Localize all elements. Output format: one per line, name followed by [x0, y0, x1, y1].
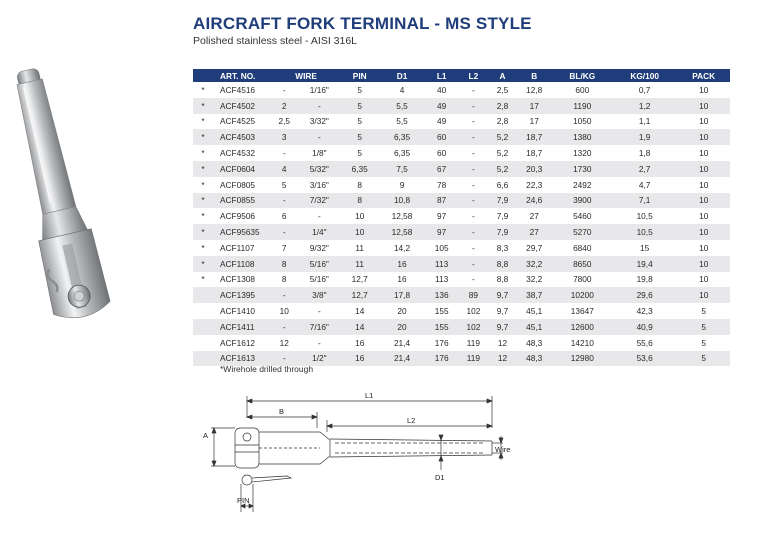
cell-d1: 6,35 — [378, 129, 426, 145]
cell-l1: 60 — [426, 129, 458, 145]
cell-wire-mm: - — [271, 351, 297, 367]
cell-bl-kg: 2492 — [553, 177, 612, 193]
cell-d1: 10,8 — [378, 193, 426, 209]
cell-bl-kg: 10200 — [553, 287, 612, 303]
cell-b: 45,1 — [516, 319, 553, 335]
cell-pack: 10 — [677, 82, 730, 98]
cell-wire-inch: 1/8" — [297, 145, 341, 161]
cell-l2: - — [458, 82, 490, 98]
table-row — [193, 319, 730, 335]
cell-pack: 10 — [677, 272, 730, 288]
cell-l2: - — [458, 161, 490, 177]
cell-wire-mm: 8 — [271, 272, 297, 288]
cell-art-no: ACF1613 — [213, 351, 271, 367]
table-row — [193, 224, 730, 240]
cell-l1: 97 — [426, 208, 458, 224]
col-bl-kg: BL/KG — [553, 69, 612, 82]
cell-d1: 16 — [378, 256, 426, 272]
col-l2: L2 — [458, 69, 490, 82]
cell-art-no: ACF1108 — [213, 256, 271, 272]
cell-wire-inch: 7/16" — [297, 319, 341, 335]
cell-bl-kg: 5460 — [553, 208, 612, 224]
cell-wire-mm: - — [271, 145, 297, 161]
cell-pack: 10 — [677, 193, 730, 209]
page-title: AIRCRAFT FORK TERMINAL - MS STYLE — [193, 14, 532, 33]
cell-star-mark — [193, 351, 213, 367]
table-row — [193, 335, 730, 351]
cell-l2: - — [458, 256, 490, 272]
cell-d1: 16 — [378, 272, 426, 288]
cell-bl-kg: 1050 — [553, 114, 612, 130]
table-row — [193, 208, 730, 224]
cell-d1: 14,2 — [378, 240, 426, 256]
cell-kg-100: 10,5 — [612, 208, 678, 224]
cell-pin: 5 — [341, 98, 378, 114]
cell-wire-mm: - — [271, 287, 297, 303]
cell-wire-mm: 7 — [271, 240, 297, 256]
cell-kg-100: 15 — [612, 240, 678, 256]
cell-star-mark: * — [193, 208, 213, 224]
cell-wire-inch: 9/32" — [297, 240, 341, 256]
cell-art-no: ACF1395 — [213, 287, 271, 303]
cell-art-no: ACF4502 — [213, 98, 271, 114]
cell-a: 12 — [489, 351, 515, 367]
label-wire: Wire — [495, 445, 511, 454]
cell-bl-kg: 12980 — [553, 351, 612, 367]
cell-pin: 5 — [341, 129, 378, 145]
cell-star-mark: * — [193, 224, 213, 240]
cell-pin: 12,7 — [341, 272, 378, 288]
cell-star-mark: * — [193, 145, 213, 161]
cell-b: 27 — [516, 224, 553, 240]
spec-table — [193, 69, 730, 366]
cell-l2: 119 — [458, 335, 490, 351]
cell-l1: 105 — [426, 240, 458, 256]
table-body — [193, 82, 730, 366]
cell-a: 2,8 — [489, 98, 515, 114]
cell-l1: 176 — [426, 351, 458, 367]
cell-pin: 10 — [341, 224, 378, 240]
table-row — [193, 145, 730, 161]
cell-art-no: ACF1411 — [213, 319, 271, 335]
dimension-drawing — [195, 388, 525, 518]
cell-d1: 7,5 — [378, 161, 426, 177]
cell-wire-mm: 2,5 — [271, 114, 297, 130]
cell-d1: 5,5 — [378, 98, 426, 114]
cell-l1: 176 — [426, 335, 458, 351]
cell-pack: 10 — [677, 98, 730, 114]
cell-l2: - — [458, 129, 490, 145]
cell-pack: 10 — [677, 240, 730, 256]
cell-l1: 78 — [426, 177, 458, 193]
cell-bl-kg: 12600 — [553, 319, 612, 335]
cell-pack: 5 — [677, 303, 730, 319]
table-row — [193, 256, 730, 272]
cell-star-mark — [193, 319, 213, 335]
col-b: B — [516, 69, 553, 82]
col-pack: PACK — [677, 69, 730, 82]
table-row — [193, 129, 730, 145]
cell-b: 22,3 — [516, 177, 553, 193]
cell-bl-kg: 14210 — [553, 335, 612, 351]
cell-wire-inch: 3/16" — [297, 177, 341, 193]
cell-b: 48,3 — [516, 351, 553, 367]
cell-b: 18,7 — [516, 145, 553, 161]
cell-wire-inch: 5/32" — [297, 161, 341, 177]
cell-kg-100: 53,6 — [612, 351, 678, 367]
cell-b: 32,2 — [516, 256, 553, 272]
cell-art-no: ACF0805 — [213, 177, 271, 193]
cell-pack: 10 — [677, 224, 730, 240]
cell-d1: 17,8 — [378, 287, 426, 303]
table-row — [193, 193, 730, 209]
table-row — [193, 287, 730, 303]
cell-pack: 10 — [677, 287, 730, 303]
cell-wire-inch: 5/16" — [297, 256, 341, 272]
cell-pack: 5 — [677, 351, 730, 367]
cell-pin: 8 — [341, 177, 378, 193]
cell-wire-mm: 5 — [271, 177, 297, 193]
cell-pack: 10 — [677, 161, 730, 177]
cell-pack: 10 — [677, 129, 730, 145]
cell-b: 29,7 — [516, 240, 553, 256]
cell-b: 17 — [516, 114, 553, 130]
cell-l1: 60 — [426, 145, 458, 161]
cell-bl-kg: 6840 — [553, 240, 612, 256]
cell-l1: 113 — [426, 272, 458, 288]
cell-l1: 113 — [426, 256, 458, 272]
cell-pin: 12,7 — [341, 287, 378, 303]
cell-kg-100: 55,6 — [612, 335, 678, 351]
cell-wire-inch: - — [297, 98, 341, 114]
cell-l2: 89 — [458, 287, 490, 303]
cell-star-mark: * — [193, 129, 213, 145]
cell-pack: 5 — [677, 319, 730, 335]
cell-wire-mm: - — [271, 193, 297, 209]
label-b: B — [279, 407, 285, 416]
cell-pin: 11 — [341, 240, 378, 256]
cell-a: 9,7 — [489, 287, 515, 303]
cell-wire-mm: 4 — [271, 161, 297, 177]
cell-art-no: ACF1107 — [213, 240, 271, 256]
cell-kg-100: 19,8 — [612, 272, 678, 288]
cell-a: 7,9 — [489, 208, 515, 224]
page-subtitle: Polished stainless steel - AISI 316L — [193, 35, 358, 47]
cell-pin: 5 — [341, 82, 378, 98]
cell-l1: 67 — [426, 161, 458, 177]
cell-art-no: ACF1308 — [213, 272, 271, 288]
cell-art-no: ACF95635 — [213, 224, 271, 240]
cell-pack: 10 — [677, 256, 730, 272]
cell-art-no: ACF4525 — [213, 114, 271, 130]
label-l1: L1 — [365, 391, 374, 400]
cell-l2: - — [458, 272, 490, 288]
cell-a: 5,2 — [489, 161, 515, 177]
cell-l2: 102 — [458, 319, 490, 335]
cell-bl-kg: 5270 — [553, 224, 612, 240]
cell-bl-kg: 8650 — [553, 256, 612, 272]
cell-l1: 40 — [426, 82, 458, 98]
cell-kg-100: 42,3 — [612, 303, 678, 319]
cell-b: 17 — [516, 98, 553, 114]
cell-pack: 10 — [677, 114, 730, 130]
cell-wire-mm: 8 — [271, 256, 297, 272]
cell-kg-100: 1,8 — [612, 145, 678, 161]
cell-star-mark: * — [193, 272, 213, 288]
cell-b: 24,6 — [516, 193, 553, 209]
cell-l1: 87 — [426, 193, 458, 209]
table-row — [193, 82, 730, 98]
cell-l2: - — [458, 224, 490, 240]
footnote: *Wirehole drilled through — [220, 364, 314, 374]
cell-a: 8,8 — [489, 272, 515, 288]
col-wire: WIRE — [271, 69, 341, 82]
cell-kg-100: 2,7 — [612, 161, 678, 177]
cell-a: 8,8 — [489, 256, 515, 272]
cell-pin: 8 — [341, 193, 378, 209]
cell-pin: 14 — [341, 319, 378, 335]
cell-wire-inch: 5/16" — [297, 272, 341, 288]
col-kg-100: KG/100 — [612, 69, 678, 82]
cell-a: 2,5 — [489, 82, 515, 98]
cell-wire-inch: 1/16" — [297, 82, 341, 98]
label-a: A — [203, 431, 209, 440]
cell-b: 32,2 — [516, 272, 553, 288]
col-pin: PIN — [341, 69, 378, 82]
cell-a: 7,9 — [489, 224, 515, 240]
fork-terminal-photo — [0, 60, 120, 345]
label-l2: L2 — [407, 416, 416, 425]
cell-b: 38,7 — [516, 287, 553, 303]
cell-d1: 9 — [378, 177, 426, 193]
cell-l1: 97 — [426, 224, 458, 240]
cell-star-mark: * — [193, 193, 213, 209]
table-row — [193, 240, 730, 256]
cell-star-mark: * — [193, 177, 213, 193]
cell-pack: 10 — [677, 208, 730, 224]
cell-d1: 21,4 — [378, 351, 426, 367]
cell-pin: 6,35 — [341, 161, 378, 177]
col-d1: D1 — [378, 69, 426, 82]
cell-star-mark — [193, 335, 213, 351]
cell-l1: 155 — [426, 319, 458, 335]
cell-art-no: ACF0855 — [213, 193, 271, 209]
cell-l1: 49 — [426, 98, 458, 114]
cell-wire-mm: 10 — [271, 303, 297, 319]
cell-bl-kg: 13647 — [553, 303, 612, 319]
cell-kg-100: 1,2 — [612, 98, 678, 114]
col-l1: L1 — [426, 69, 458, 82]
cell-wire-mm: 12 — [271, 335, 297, 351]
table-row — [193, 114, 730, 130]
cell-kg-100: 1,9 — [612, 129, 678, 145]
cell-star-mark: * — [193, 161, 213, 177]
cell-l1: 155 — [426, 303, 458, 319]
cell-bl-kg: 1380 — [553, 129, 612, 145]
cell-star-mark: * — [193, 240, 213, 256]
cell-d1: 4 — [378, 82, 426, 98]
cell-kg-100: 29,6 — [612, 287, 678, 303]
cell-d1: 20 — [378, 303, 426, 319]
cell-a: 7,9 — [489, 193, 515, 209]
cell-a: 12 — [489, 335, 515, 351]
cell-a: 5,2 — [489, 145, 515, 161]
table-row — [193, 177, 730, 193]
cell-wire-mm: - — [271, 319, 297, 335]
cell-l2: - — [458, 98, 490, 114]
cell-l2: - — [458, 145, 490, 161]
cell-art-no: ACF1612 — [213, 335, 271, 351]
cell-kg-100: 19,4 — [612, 256, 678, 272]
cell-kg-100: 4,7 — [612, 177, 678, 193]
cell-d1: 12,58 — [378, 208, 426, 224]
cell-wire-inch: 3/32" — [297, 114, 341, 130]
cell-kg-100: 40,9 — [612, 319, 678, 335]
cell-star-mark — [193, 287, 213, 303]
cell-kg-100: 1,1 — [612, 114, 678, 130]
cell-wire-mm: - — [271, 82, 297, 98]
cell-l2: 102 — [458, 303, 490, 319]
cell-wire-inch: 1/4" — [297, 224, 341, 240]
table-row — [193, 161, 730, 177]
cell-l2: 119 — [458, 351, 490, 367]
col-art-no: ART. NO. — [213, 69, 271, 82]
cell-d1: 12,58 — [378, 224, 426, 240]
cell-wire-inch: 1/2" — [297, 351, 341, 367]
cell-pin: 16 — [341, 335, 378, 351]
cell-art-no: ACF1410 — [213, 303, 271, 319]
cell-pin: 11 — [341, 256, 378, 272]
cell-art-no: ACF9506 — [213, 208, 271, 224]
cell-l2: - — [458, 193, 490, 209]
cell-d1: 20 — [378, 319, 426, 335]
cell-l2: - — [458, 114, 490, 130]
cell-wire-inch: 7/32" — [297, 193, 341, 209]
cell-d1: 6,35 — [378, 145, 426, 161]
cell-l2: - — [458, 240, 490, 256]
cell-wire-mm: 6 — [271, 208, 297, 224]
cell-a: 5,2 — [489, 129, 515, 145]
cell-pack: 10 — [677, 145, 730, 161]
cell-b: 48,3 — [516, 335, 553, 351]
label-pin: PIN — [237, 496, 250, 505]
cell-wire-inch: - — [297, 208, 341, 224]
cell-pin: 5 — [341, 145, 378, 161]
cell-b: 18,7 — [516, 129, 553, 145]
cell-b: 27 — [516, 208, 553, 224]
cell-kg-100: 10,5 — [612, 224, 678, 240]
cell-a: 6,6 — [489, 177, 515, 193]
cell-kg-100: 0,7 — [612, 82, 678, 98]
cell-pack: 5 — [677, 335, 730, 351]
cell-art-no: ACF4532 — [213, 145, 271, 161]
table-row — [193, 272, 730, 288]
col-a: A — [489, 69, 515, 82]
cell-a: 2,8 — [489, 114, 515, 130]
cell-a: 8,3 — [489, 240, 515, 256]
cell-wire-mm: 2 — [271, 98, 297, 114]
cell-star-mark: * — [193, 256, 213, 272]
cell-pin: 16 — [341, 351, 378, 367]
col-star — [193, 69, 213, 82]
table-header-row — [193, 69, 730, 82]
cell-star-mark: * — [193, 114, 213, 130]
cell-bl-kg: 7800 — [553, 272, 612, 288]
cell-star-mark: * — [193, 98, 213, 114]
cell-b: 20,3 — [516, 161, 553, 177]
cell-l1: 136 — [426, 287, 458, 303]
cell-l2: - — [458, 208, 490, 224]
cell-art-no: ACF4516 — [213, 82, 271, 98]
table-row — [193, 98, 730, 114]
cell-kg-100: 7,1 — [612, 193, 678, 209]
cell-l1: 49 — [426, 114, 458, 130]
cell-wire-mm: - — [271, 224, 297, 240]
cell-wire-inch: 3/8" — [297, 287, 341, 303]
cell-bl-kg: 1190 — [553, 98, 612, 114]
cell-b: 45,1 — [516, 303, 553, 319]
cell-l2: - — [458, 177, 490, 193]
cell-star-mark — [193, 303, 213, 319]
cell-bl-kg: 1730 — [553, 161, 612, 177]
table-row — [193, 303, 730, 319]
cell-wire-mm: 3 — [271, 129, 297, 145]
cell-pin: 5 — [341, 114, 378, 130]
cell-star-mark: * — [193, 82, 213, 98]
cell-bl-kg: 3900 — [553, 193, 612, 209]
cell-art-no: ACF0604 — [213, 161, 271, 177]
cell-a: 9,7 — [489, 303, 515, 319]
cell-wire-inch: - — [297, 335, 341, 351]
cell-wire-inch: - — [297, 303, 341, 319]
label-d1: D1 — [435, 473, 445, 482]
cell-art-no: ACF4503 — [213, 129, 271, 145]
cell-b: 12,8 — [516, 82, 553, 98]
cell-pin: 14 — [341, 303, 378, 319]
cell-bl-kg: 600 — [553, 82, 612, 98]
cell-wire-inch: - — [297, 129, 341, 145]
cell-bl-kg: 1320 — [553, 145, 612, 161]
cell-d1: 21,4 — [378, 335, 426, 351]
cell-d1: 5,5 — [378, 114, 426, 130]
cell-pack: 10 — [677, 177, 730, 193]
cell-pin: 10 — [341, 208, 378, 224]
cell-a: 9,7 — [489, 319, 515, 335]
